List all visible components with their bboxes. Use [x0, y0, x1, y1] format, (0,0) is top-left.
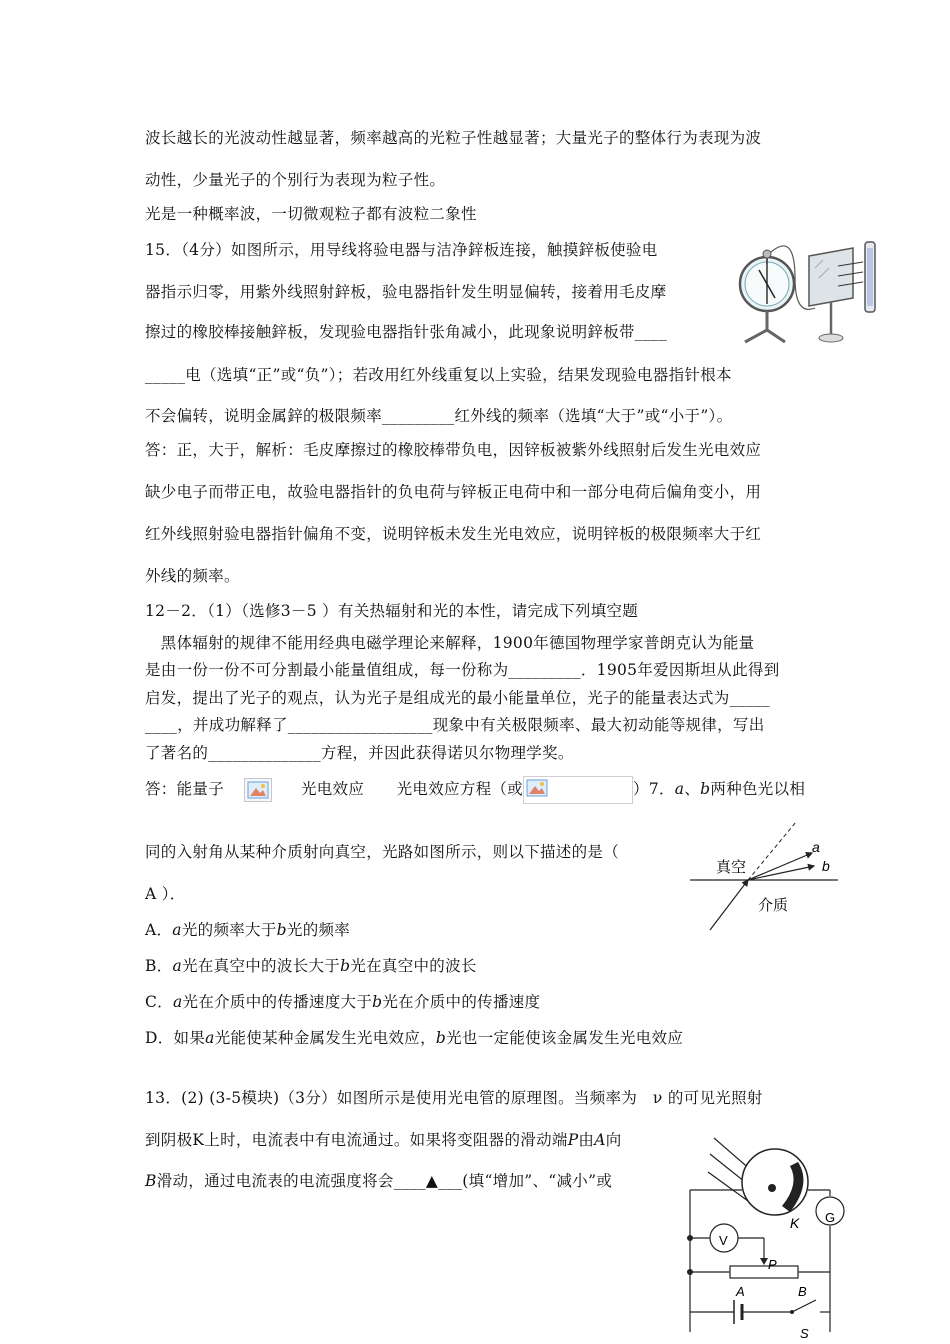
var-a: A	[594, 1131, 606, 1149]
var-a: a	[205, 1029, 215, 1047]
text: 到阴极K上时，电流表中有电流通过。如果将变阻器的滑动端	[145, 1131, 568, 1149]
text-line: 了著名的______________方程，并因此获得诺贝尔物理学奖。	[145, 744, 574, 762]
var-b: B	[145, 1172, 157, 1190]
answer-text: 、	[684, 780, 701, 798]
text-line: 器指示归零，用紫外线照射鋅板，验电器指针发生明显偏转，接着用毛皮摩	[145, 283, 667, 301]
text-line: A ）．	[145, 885, 186, 903]
label-v: V	[719, 1233, 728, 1248]
text: 向	[605, 1131, 622, 1149]
zinc-plate	[809, 248, 853, 306]
option-text: 光在介质中的传播速度	[382, 993, 541, 1011]
text-line: 启发，提出了光子的观点，认为光子是组成光的最小能量单位，光子的能量表达式为_____	[145, 689, 770, 707]
medium-label: 介质	[758, 898, 789, 914]
question-15-line: 15．（4分）如图所示，用导线将验电器与洁净鋅板连接，触摸鋅板使验电	[145, 241, 658, 259]
option-label: A．	[145, 921, 173, 939]
answer-text: ）7．	[633, 780, 675, 798]
text-line: 黑体辐射的规律不能用经典电磁学理论来解释，1900年德国物理学家普朗克认为能量	[145, 634, 755, 652]
vacuum-label: 真空	[716, 860, 747, 876]
text-line: 光是一种概率波，一切微观粒子都有波粒二象性	[145, 205, 477, 223]
answer-text: 光电效应方程（或	[396, 780, 524, 798]
text-line	[145, 1130, 622, 1150]
formula-image-icon	[523, 776, 633, 804]
option-text: 光在介质中的传播速度大于	[182, 993, 373, 1011]
option-label: C．	[145, 993, 173, 1011]
option-text: 光在真空中的波长	[350, 957, 477, 975]
text: 滑动，通过电流表的电流强度将会____	[156, 1172, 426, 1190]
option-c	[145, 992, 540, 1012]
label-p: P	[768, 1257, 777, 1272]
rheostat	[730, 1266, 798, 1278]
question-13-line: 13．(2) (3-5模块)（3分）如图所示是使用光电管的原理图。当频率为 ν 的可见光照射	[145, 1089, 763, 1107]
var-b: b	[435, 1029, 447, 1047]
var-b: b	[700, 780, 711, 798]
option-a	[145, 920, 350, 940]
option-text: 光的频率	[286, 921, 351, 939]
label-k: K	[790, 1215, 800, 1231]
switch	[792, 1300, 816, 1312]
text-line: ____，并成功解释了__________________现象中有关极限频率、最大初动能等规律，写出	[145, 716, 765, 734]
ray-a-label: a	[812, 839, 820, 855]
answer-line	[145, 776, 805, 804]
text-line: 擦过的橡胶棒接触鋅板，发现验电器指针张角减小，此现象说明鋅板带____	[145, 323, 668, 341]
incident-ray	[710, 880, 748, 930]
text-line	[145, 1171, 612, 1191]
var-a: a	[172, 957, 183, 975]
option-text: 光的频率大于	[181, 921, 277, 939]
text-line: _____电（选填“正”或“负”）；若改用红外线重复以上实验，结果发现验电器指针根本	[145, 366, 732, 384]
label-g: G	[825, 1210, 836, 1225]
answer-blank-marker: ▲	[425, 1172, 439, 1190]
option-label: D．如果	[145, 1029, 206, 1047]
var-a: a	[674, 780, 685, 798]
text-line: 红外线照射验电器指针偏角不变，说明锌板未发生光电效应，说明锌板的极限频率大于红	[145, 525, 762, 543]
option-d	[145, 1028, 683, 1048]
phototube-circuit-figure	[680, 1132, 850, 1344]
option-text: 光也一定能使该金属发生光电效应	[446, 1029, 684, 1047]
answer-text: 光电效应	[300, 780, 365, 798]
answer-text: 两种色光以相	[710, 780, 806, 798]
text: ___(填“增加”、“减小”或	[438, 1172, 613, 1190]
answer-text: 答：能量子	[145, 780, 225, 798]
text: 由	[578, 1131, 595, 1149]
formula-image-icon	[244, 778, 272, 802]
text-line: 不会偏转，说明金属鋅的极限频率_________红外线的频率（选填“大于”或“小于”）。	[145, 407, 733, 425]
var-a: a	[172, 921, 182, 939]
text-line: 动性，少量光子的个别行为表现为粒子性。	[145, 171, 446, 189]
option-b	[145, 956, 477, 976]
ray-a	[748, 853, 812, 880]
option-text: 光在真空中的波长大于	[182, 957, 341, 975]
text-line: 缺少电子而带正电，故验电器指针的负电荷与锌板正电荷中和一部分电荷后偏角变小，用	[145, 483, 762, 501]
label-a: A	[736, 1284, 745, 1299]
answer-line: 答：正，大于，解析：毛皮摩擦过的橡胶棒带负电，因锌板被紫外线照射后发生光电效应	[145, 441, 762, 459]
var-b: b	[340, 957, 351, 975]
ray-b-label: b	[822, 858, 830, 874]
label-b: B	[798, 1284, 807, 1299]
refraction-figure	[688, 820, 838, 934]
text-line: 是由一份一份不可分割最小能量值组成，每一份称为_________．1905年爱因斯坦从此得到	[145, 661, 780, 679]
question-7-line: 同的入射角从某种介质射向真空，光路如图所示，则以下描述的是（	[145, 843, 620, 861]
var-a: a	[172, 993, 183, 1011]
label-s: S	[800, 1326, 809, 1341]
electroscope-figure	[735, 238, 885, 356]
var-p: P	[567, 1131, 579, 1149]
text-line: 波长越长的光波动性越显著，频率越高的光粒子性越显著；大量光子的整体行为表现为波	[145, 129, 762, 147]
var-b: b	[276, 921, 287, 939]
question-12-2-line: 12－2．（1）（选修3－5 ）有关热辐射和光的本性，请完成下列填空题	[145, 602, 639, 620]
option-text: 光能使某种金属发生光电效应，	[214, 1029, 436, 1047]
text-line: 外线的频率。	[145, 567, 240, 585]
var-b: b	[372, 993, 383, 1011]
option-label: B．	[145, 957, 173, 975]
